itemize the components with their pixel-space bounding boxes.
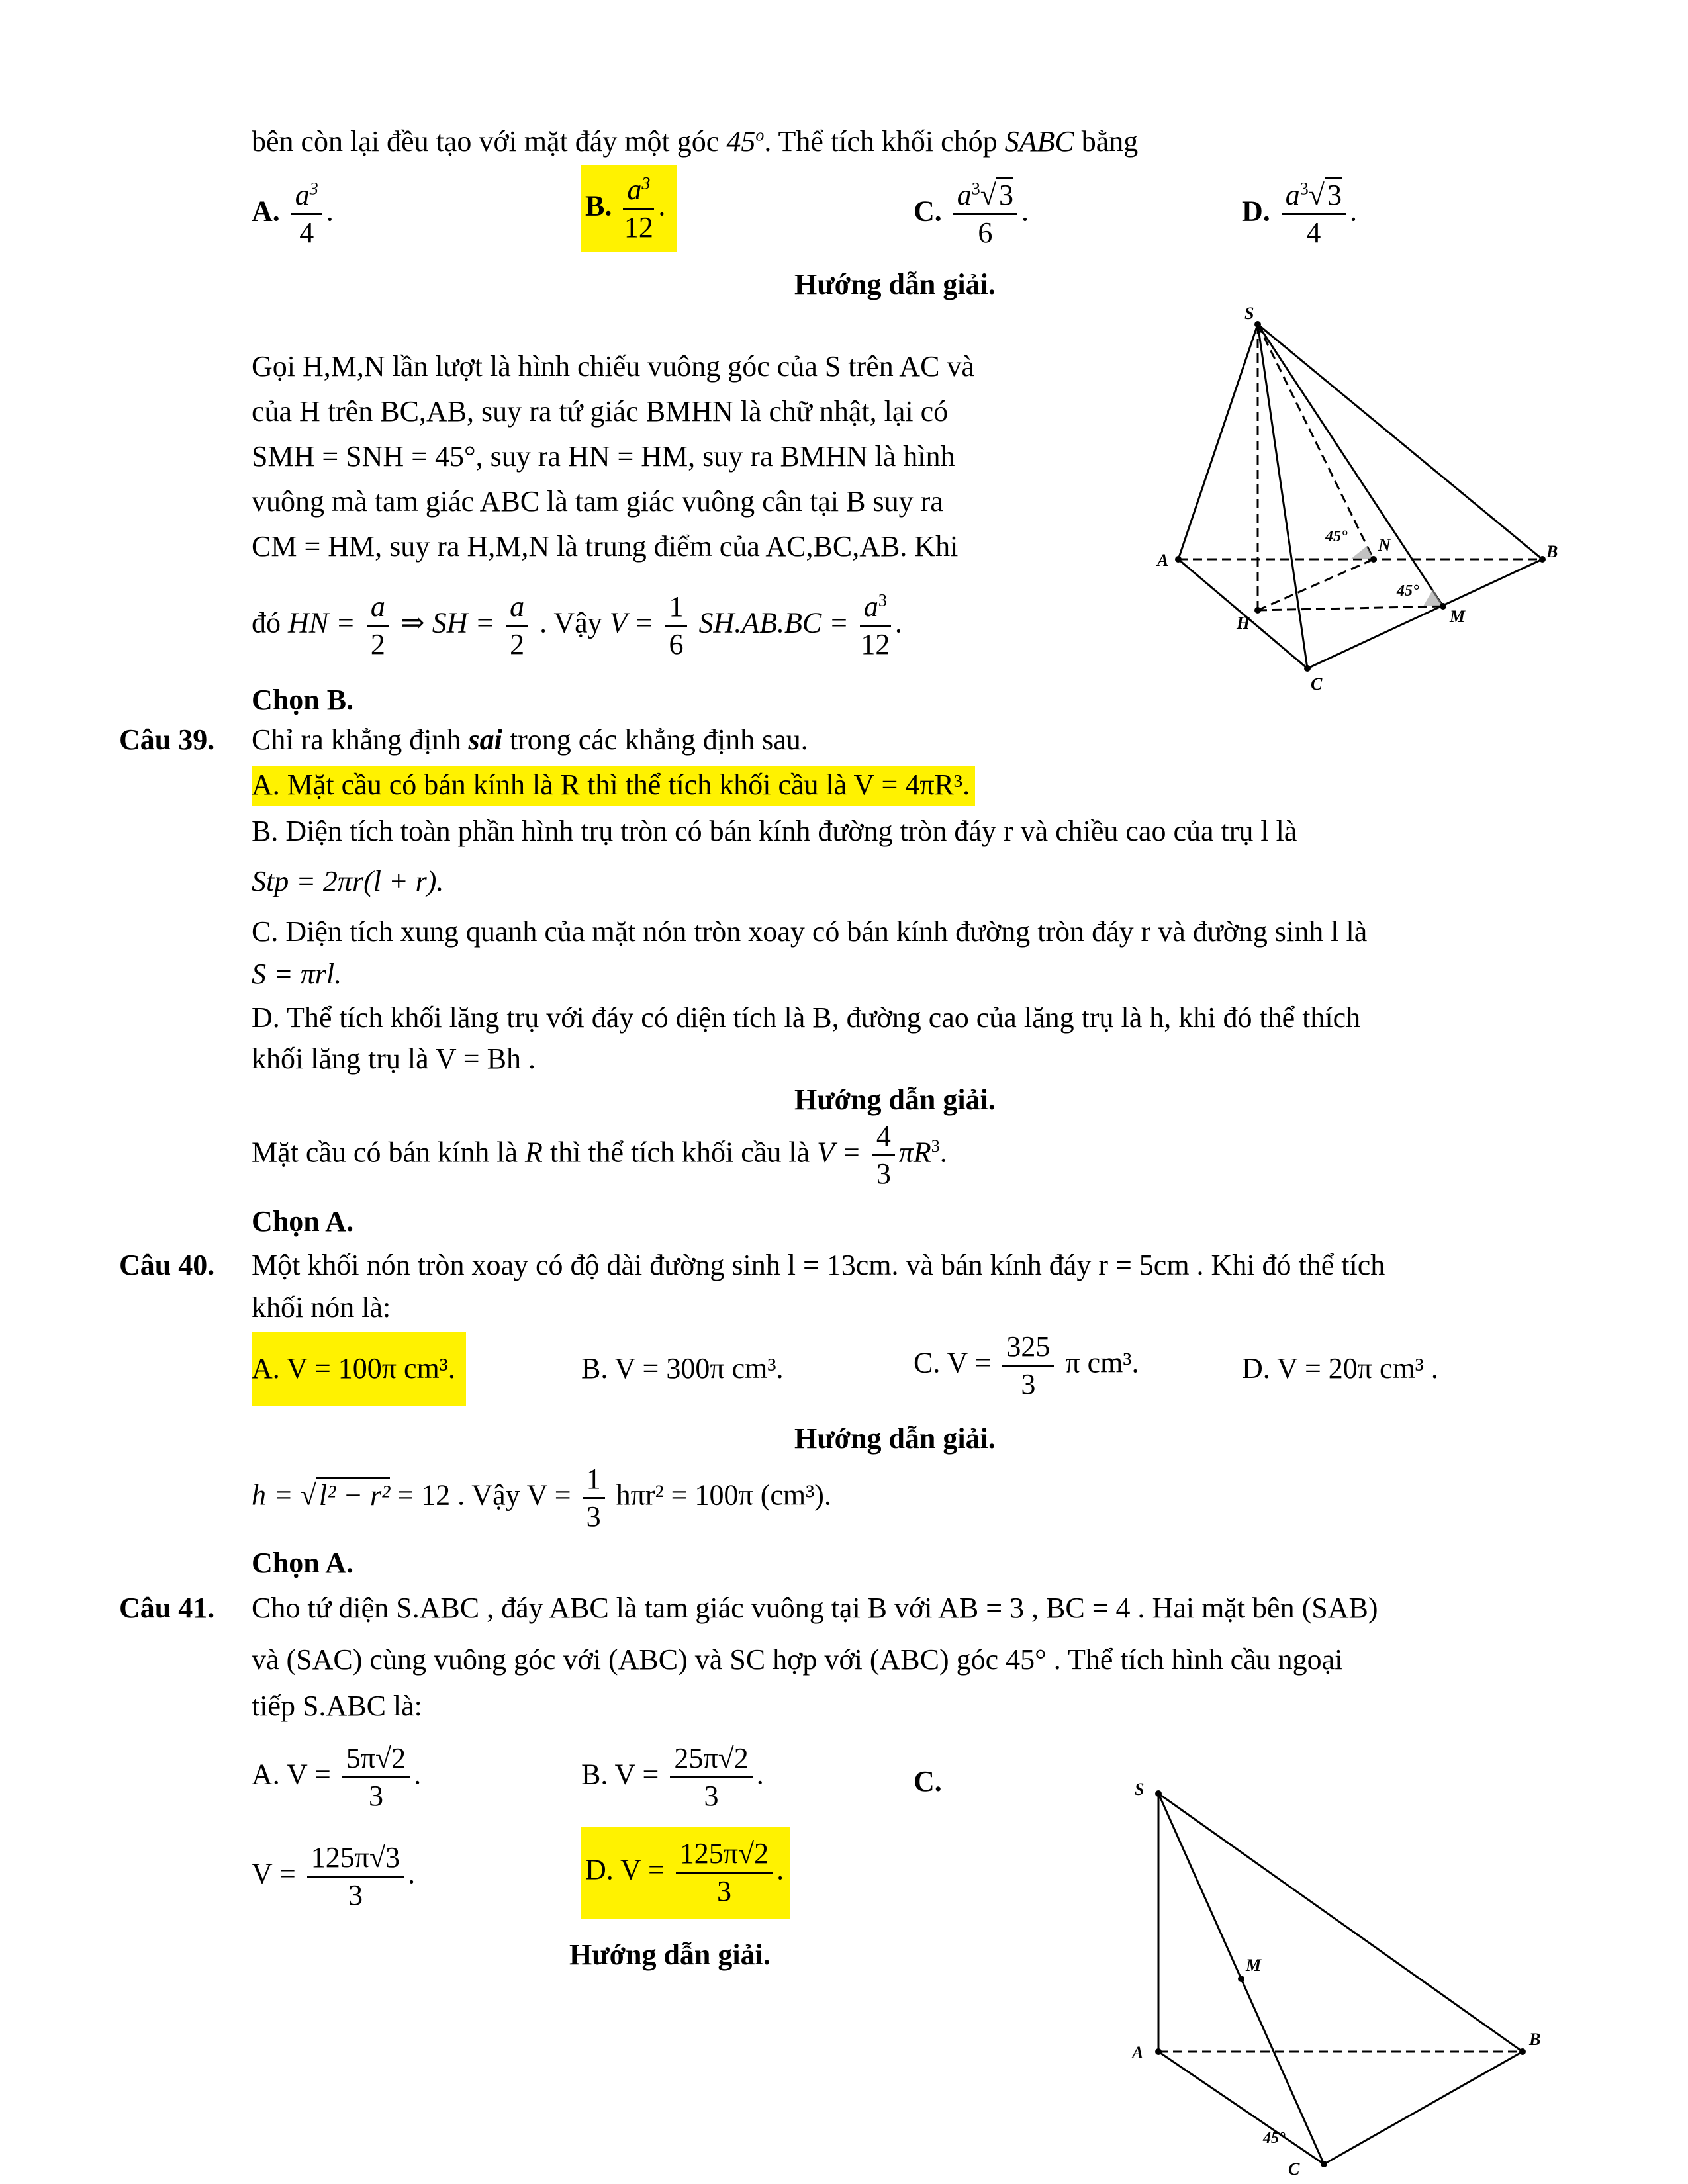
edge-sb <box>1158 1794 1523 2052</box>
q40-solution: h = √l² − r² = 12 . Vậy V = $\frac{1}{3}$ hπr² = 100π (cm³). <box>252 1463 831 1533</box>
edge-sa <box>1178 324 1258 559</box>
label-m: M <box>1450 607 1466 626</box>
q38-sol-line-5: CM = HM, suy ra H,M,N là trung điểm của AC,BC,AB. Khi <box>252 530 959 563</box>
q40-option-c[interactable]: C. V = $\frac{325}{3}$ π cm³. <box>914 1330 1139 1400</box>
label-b: B <box>1529 2030 1541 2049</box>
angle-mark-m <box>1423 589 1443 606</box>
q39-label: Câu 39. <box>119 723 215 756</box>
angle-label-2: 45° <box>1397 582 1419 600</box>
edge-sb <box>1258 324 1542 559</box>
q41-label: Câu 41. <box>119 1592 215 1624</box>
edge-hm <box>1258 606 1443 610</box>
q41-option-c-value[interactable]: V = $\frac{125\pi√3}{3}$ . <box>252 1841 416 1911</box>
q38-sol-line-3: SMH = SNH = 45°, suy ra HN = HM, suy ra BMHN là hình <box>252 440 955 473</box>
q39-option-d-line2: khối lăng trụ là V = Bh . <box>252 1042 536 1075</box>
label-h: H <box>1237 614 1250 633</box>
edge-sc <box>1258 324 1307 668</box>
angle-label-1: 45° <box>1325 528 1348 545</box>
q38-sol-last-line: đó HN = $\frac{a}{2}$ ⇒ SH = $\frac{a}{2}$ . Vậy V = $\frac{1}{6}$ SH.AB.BC = $\frac{a^3}{12}$ . <box>252 590 902 660</box>
q40-option-b[interactable]: B. V = 300π cm³. <box>581 1352 784 1385</box>
q39-solution: Mặt cầu có bán kính là R thì thể tích khối cầu là V = $\frac{4}{3}$ $\pi R^3$. <box>252 1120 947 1190</box>
edge-cb <box>1324 2052 1523 2164</box>
label-c: C <box>1311 674 1323 694</box>
label-c: C <box>1288 2160 1300 2179</box>
label-a: A <box>1157 551 1169 570</box>
q38-option-a[interactable]: A. $\frac{a^3}{4}$ . <box>252 179 334 249</box>
q38-option-c[interactable]: C. $\frac{a^3√3}{6}$ . <box>914 177 1029 251</box>
q40-option-a[interactable]: A. V = 100π cm³. <box>252 1332 466 1406</box>
q38-choose: Chọn B. <box>252 684 354 716</box>
q41-option-d[interactable]: D. V = $\frac{125\pi√2}{3}$ . <box>581 1827 790 1919</box>
q40-prompt-line1: Một khối nón tròn xoay có độ dài đường sinh l = 13cm. và bán kính đáy r = 5cm . Khi đó thể tích <box>252 1249 1385 1281</box>
q41-option-c[interactable]: C. <box>914 1765 942 1797</box>
q40-option-d[interactable]: D. V = 20π cm³ . <box>1242 1352 1438 1385</box>
q38-sol-line-2: của H trên BC,AB, suy ra tứ giác BMHN là chữ nhật, lại có <box>252 395 949 428</box>
q39-option-a[interactable]: A. Mặt cầu có bán kính là R thì thể tích khối cầu là V = 4πR³. <box>252 766 975 806</box>
q39-option-c-line2: S = πrl. <box>252 958 342 990</box>
label-n: N <box>1378 535 1391 555</box>
q39-option-b-line1[interactable]: B. Diện tích toàn phần hình trụ tròn có bán kính đường tròn đáy r và chiều cao của trụ l là <box>252 815 1297 847</box>
q39-choose: Chọn A. <box>252 1205 354 1238</box>
q38-pyramid-figure <box>1152 304 1562 694</box>
label-s: S <box>1244 304 1254 323</box>
q38-sol-line-4: vuông mà tam giác ABC là tam giác vuông cân tại B suy ra <box>252 485 943 518</box>
q41-tetrahedron-figure <box>1119 1767 1569 2177</box>
edge-cb <box>1307 559 1542 668</box>
q41-guide-heading: Hướng dẫn giải. <box>569 1938 771 1971</box>
q39-prompt: Chỉ ra khẳng định sai trong các khẳng định sau. <box>252 723 808 756</box>
label-s: S <box>1135 1780 1145 1799</box>
q41-option-a[interactable]: A. V = $\frac{5\pi√2}{3}$ . <box>252 1742 422 1812</box>
q40-prompt-line2: khối nón là: <box>252 1291 391 1324</box>
q38-option-b[interactable]: B. $\frac{a^3}{12}$ . <box>581 165 677 252</box>
q38-sol-line-1: Gọi H,M,N lần lượt là hình chiếu vuông góc của S trên AC và <box>252 350 974 383</box>
q41-line1: Cho tứ diện S.ABC , đáy ABC là tam giác vuông tại B với AB = 3 , BC = 4 . Hai mặt bên (SAB) <box>252 1592 1378 1624</box>
q38-guide-heading: Hướng dẫn giải. <box>794 268 996 300</box>
angle-label: 45° <box>1263 2130 1286 2147</box>
q39-option-c-line1[interactable]: C. Diện tích xung quanh của mặt nón tròn xoay có bán kính đường tròn đáy r và đường sinh l là <box>252 915 1368 948</box>
q38-solution <box>252 344 1139 569</box>
label-a: A <box>1132 2043 1144 2062</box>
angle-mark-n <box>1350 546 1374 559</box>
q40-guide-heading: Hướng dẫn giải. <box>794 1422 996 1455</box>
q39-option-d-line1[interactable]: D. Thể tích khối lăng trụ với đáy có diện tích là B, đường cao của lăng trụ là h, khi đó thể thích <box>252 1001 1361 1034</box>
edge-hn <box>1258 559 1374 610</box>
q40-label: Câu 40. <box>119 1249 215 1281</box>
q41-option-b[interactable]: B. V = $\frac{25\pi√2}{3}$ . <box>581 1742 764 1812</box>
q38-intro: bên còn lại đều tạo với mặt đáy một góc 45$^o$. Thể tích khối chóp SABC bằng <box>252 125 1139 158</box>
q40-choose: Chọn A. <box>252 1547 354 1579</box>
edge-sm <box>1258 324 1443 606</box>
q39-guide-heading: Hướng dẫn giải. <box>794 1083 996 1116</box>
label-b: B <box>1546 542 1558 561</box>
q41-line2: và (SAC) cùng vuông góc với (ABC) và SC hợp với (ABC) góc 45° . Thể tích hình cầu ngoại <box>252 1643 1343 1676</box>
q41-line3: tiếp S.ABC là: <box>252 1690 422 1722</box>
q39-option-b-line2: Stp = 2πr(l + r). <box>252 865 444 897</box>
q38-option-d[interactable]: D. $\frac{a^3√3}{4}$ . <box>1242 177 1357 251</box>
label-m: M <box>1246 1956 1262 1975</box>
